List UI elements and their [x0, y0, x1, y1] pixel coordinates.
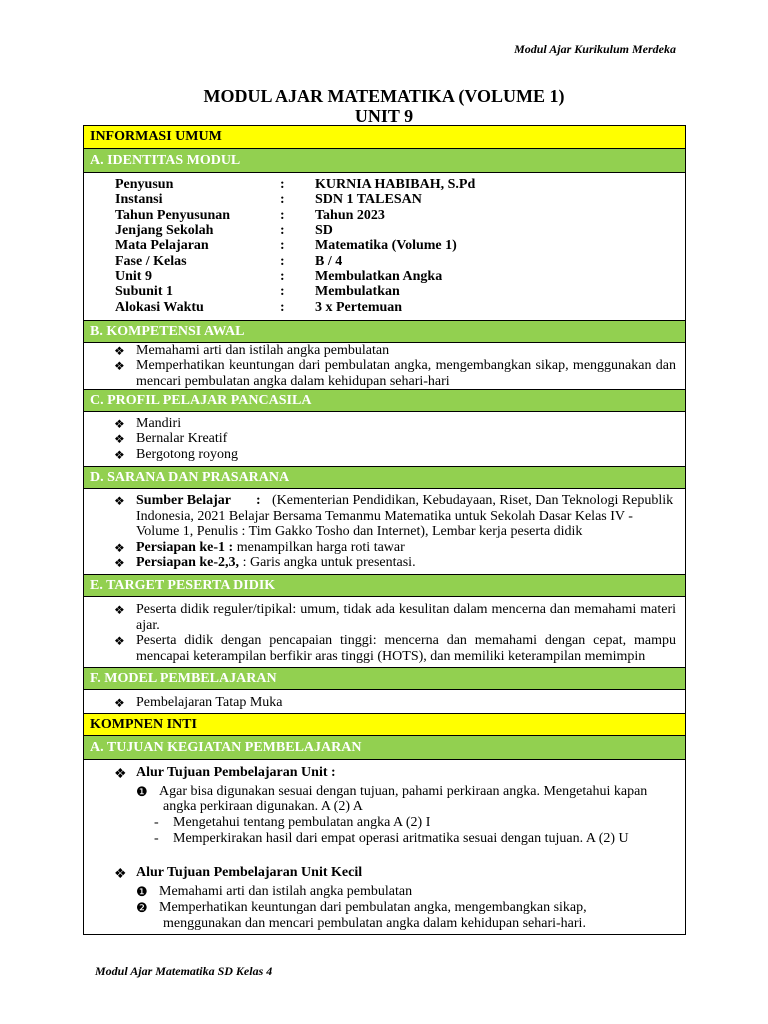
identitas-value: 3 x Pertemuan: [315, 300, 403, 315]
page-footer: Modul Ajar Matematika SD Kelas 4: [95, 964, 273, 978]
number-one-icon: ❶: [136, 784, 148, 799]
identitas-value: SD: [315, 223, 333, 238]
diamond-bullet-icon: ❖: [114, 556, 125, 570]
persiapan-1-text: menampilkan harga roti tawar: [233, 540, 405, 555]
alur-kecil-item-1: Memahami arti dan istilah angka pembulatan: [159, 884, 413, 899]
list-item: [136, 555, 676, 571]
diamond-bullet-icon: ❖: [114, 867, 127, 882]
dash-bullet: -: [154, 815, 159, 830]
identitas-label: Unit 9: [115, 269, 152, 284]
identitas-label: Alokasi Waktu: [115, 300, 204, 315]
list-item: Pembelajaran Tatap Muka: [136, 695, 283, 710]
section-informasi-umum: INFORMASI UMUM: [84, 126, 685, 149]
identitas-sep: :: [280, 238, 285, 253]
alur-unit-text: Agar bisa digunakan sesuai dengan tujuan, pahami perkiraan angka. Mengetahui kapan: [159, 784, 648, 799]
diamond-bullet-icon: ❖: [114, 432, 125, 446]
alur-kecil-item-2-cont: menggunakan dan mencari pembulatan angka dalam kehidupan sehari-hari.: [163, 916, 586, 931]
identitas-label: Jenjang Sekolah: [115, 223, 214, 238]
identitas-label: Instansi: [115, 192, 163, 207]
sumber-belajar-label: Sumber Belajar: [136, 493, 232, 508]
alur-kecil-item-2: Memperhatikan keuntungan dari pembulatan angka, mengembangkan sikap,: [159, 900, 587, 915]
section-sarana-prasarana: D. SARANA DAN PRASARANA: [84, 466, 685, 489]
section-target-peserta: E. TARGET PESERTA DIDIK: [84, 574, 685, 597]
persiapan-2-label: Persiapan ke-2,3,: [136, 555, 240, 570]
sumber-belajar-sep: :: [256, 493, 261, 508]
identitas-label: Fase / Kelas: [115, 254, 187, 269]
identitas-sep: :: [280, 300, 285, 315]
identitas-label: Subunit 1: [115, 284, 173, 299]
diamond-bullet-icon: ❖: [114, 344, 125, 358]
list-item: Mandiri: [136, 416, 182, 431]
alur-unit-title: Alur Tujuan Pembelajaran Unit :: [136, 765, 336, 780]
list-item: Peserta didik dengan pencapaian tinggi: mencerna dan memahami dengan cepat, mampu mencapai keterampilan berfikir aras tinggi (HOTS), dan memiliki keterampilan memimpin: [136, 633, 676, 664]
diamond-bullet-icon: ❖: [114, 417, 125, 431]
list-item: Bernalar Kreatif: [136, 431, 228, 446]
number-two-icon: ❷: [136, 900, 148, 915]
identitas-sep: :: [280, 284, 285, 299]
identitas-value: Matematika (Volume 1): [315, 238, 457, 253]
diamond-bullet-icon: ❖: [114, 767, 127, 782]
document-title: MODUL AJAR MATEMATIKA (VOLUME 1): [203, 86, 565, 106]
diamond-bullet-icon: ❖: [114, 541, 125, 555]
section-tujuan-kegiatan: A. TUJUAN KEGIATAN PEMBELAJARAN: [84, 736, 685, 760]
identitas-value: B / 4: [315, 254, 343, 269]
diamond-bullet-icon: ❖: [114, 603, 125, 617]
alur-unit-sub-2: Memperkirakan hasil dari empat operasi aritmatika sesuai dengan tujuan. A (2) U: [173, 831, 629, 846]
list-item: Memahami arti dan istilah angka pembulatan: [136, 343, 390, 358]
list-item: Peserta didik reguler/tipikal: umum, tidak ada kesulitan dalam mencerna dan memahami materi ajar.: [136, 602, 676, 633]
identitas-value: SDN 1 TALESAN: [315, 192, 422, 207]
identitas-label: Tahun Penyusunan: [115, 208, 231, 223]
document-subtitle: UNIT 9: [354, 106, 414, 126]
diamond-bullet-icon: ❖: [114, 494, 125, 508]
identitas-sep: :: [280, 192, 285, 207]
list-item: Bergotong royong: [136, 447, 239, 462]
identitas-value: Membulatkan: [315, 284, 400, 299]
alur-unit-kecil-title: Alur Tujuan Pembelajaran Unit Kecil: [136, 865, 363, 880]
number-one-icon: ❶: [136, 884, 148, 899]
alur-unit-text-cont: angka perkiraan digunakan. A (2) A: [163, 799, 363, 814]
page-header: Modul Ajar Kurikulum Merdeka: [514, 42, 676, 56]
identitas-value: Membulatkan Angka: [315, 269, 443, 284]
sumber-belajar-text: (Kementerian Pendidikan, Kebudayaan, Riset, Dan Teknologi Republik Indonesia, 2021 Belajar Bersama Temanmu Matematika untuk Sekolah Dasar Kelas IV - Volume 1, Penulis : Tim Gakko Tosho dan Internet), Lembar kerja peserta didik: [136, 493, 674, 539]
identitas-label: Penyusun: [115, 177, 174, 192]
persiapan-1-label: Persiapan ke-1 :: [136, 540, 234, 555]
identitas-sep: :: [280, 254, 285, 269]
section-identitas-modul: A. IDENTITAS MODUL: [84, 149, 685, 173]
identitas-value: Tahun 2023: [315, 208, 385, 223]
section-kompetensi-awal: B. KOMPETENSI AWAL: [84, 320, 685, 343]
dash-bullet: -: [154, 831, 159, 846]
identitas-sep: :: [280, 177, 285, 192]
diamond-bullet-icon: ❖: [114, 359, 125, 373]
section-model-pembelajaran: F. MODEL PEMBELAJARAN: [84, 667, 685, 690]
sumber-belajar: [136, 493, 676, 540]
list-item: [136, 540, 676, 556]
alur-unit-sub-1: Mengetahui tentang pembulatan angka A (2) I: [173, 815, 431, 830]
identitas-label: Mata Pelajaran: [115, 238, 209, 253]
content-frame: [83, 125, 686, 935]
diamond-bullet-icon: ❖: [114, 696, 125, 710]
diamond-bullet-icon: ❖: [114, 448, 125, 462]
section-profil-pelajar: C. PROFIL PELAJAR PANCASILA: [84, 389, 685, 412]
section-komponen-inti: KOMPNEN INTI: [84, 713, 685, 736]
identitas-sep: :: [280, 269, 285, 284]
identitas-value: KURNIA HABIBAH, S.Pd: [315, 177, 476, 192]
identitas-sep: :: [280, 208, 285, 223]
list-item: Memperhatikan keuntungan dari pembulatan angka, mengembangkan sikap, menggunakan dan mencari pembulatan angka dalam kehidupan sehari-hari: [136, 358, 676, 389]
identitas-sep: :: [280, 223, 285, 238]
diamond-bullet-icon: ❖: [114, 634, 125, 648]
persiapan-2-text: : Garis angka untuk presentasi.: [239, 555, 416, 570]
